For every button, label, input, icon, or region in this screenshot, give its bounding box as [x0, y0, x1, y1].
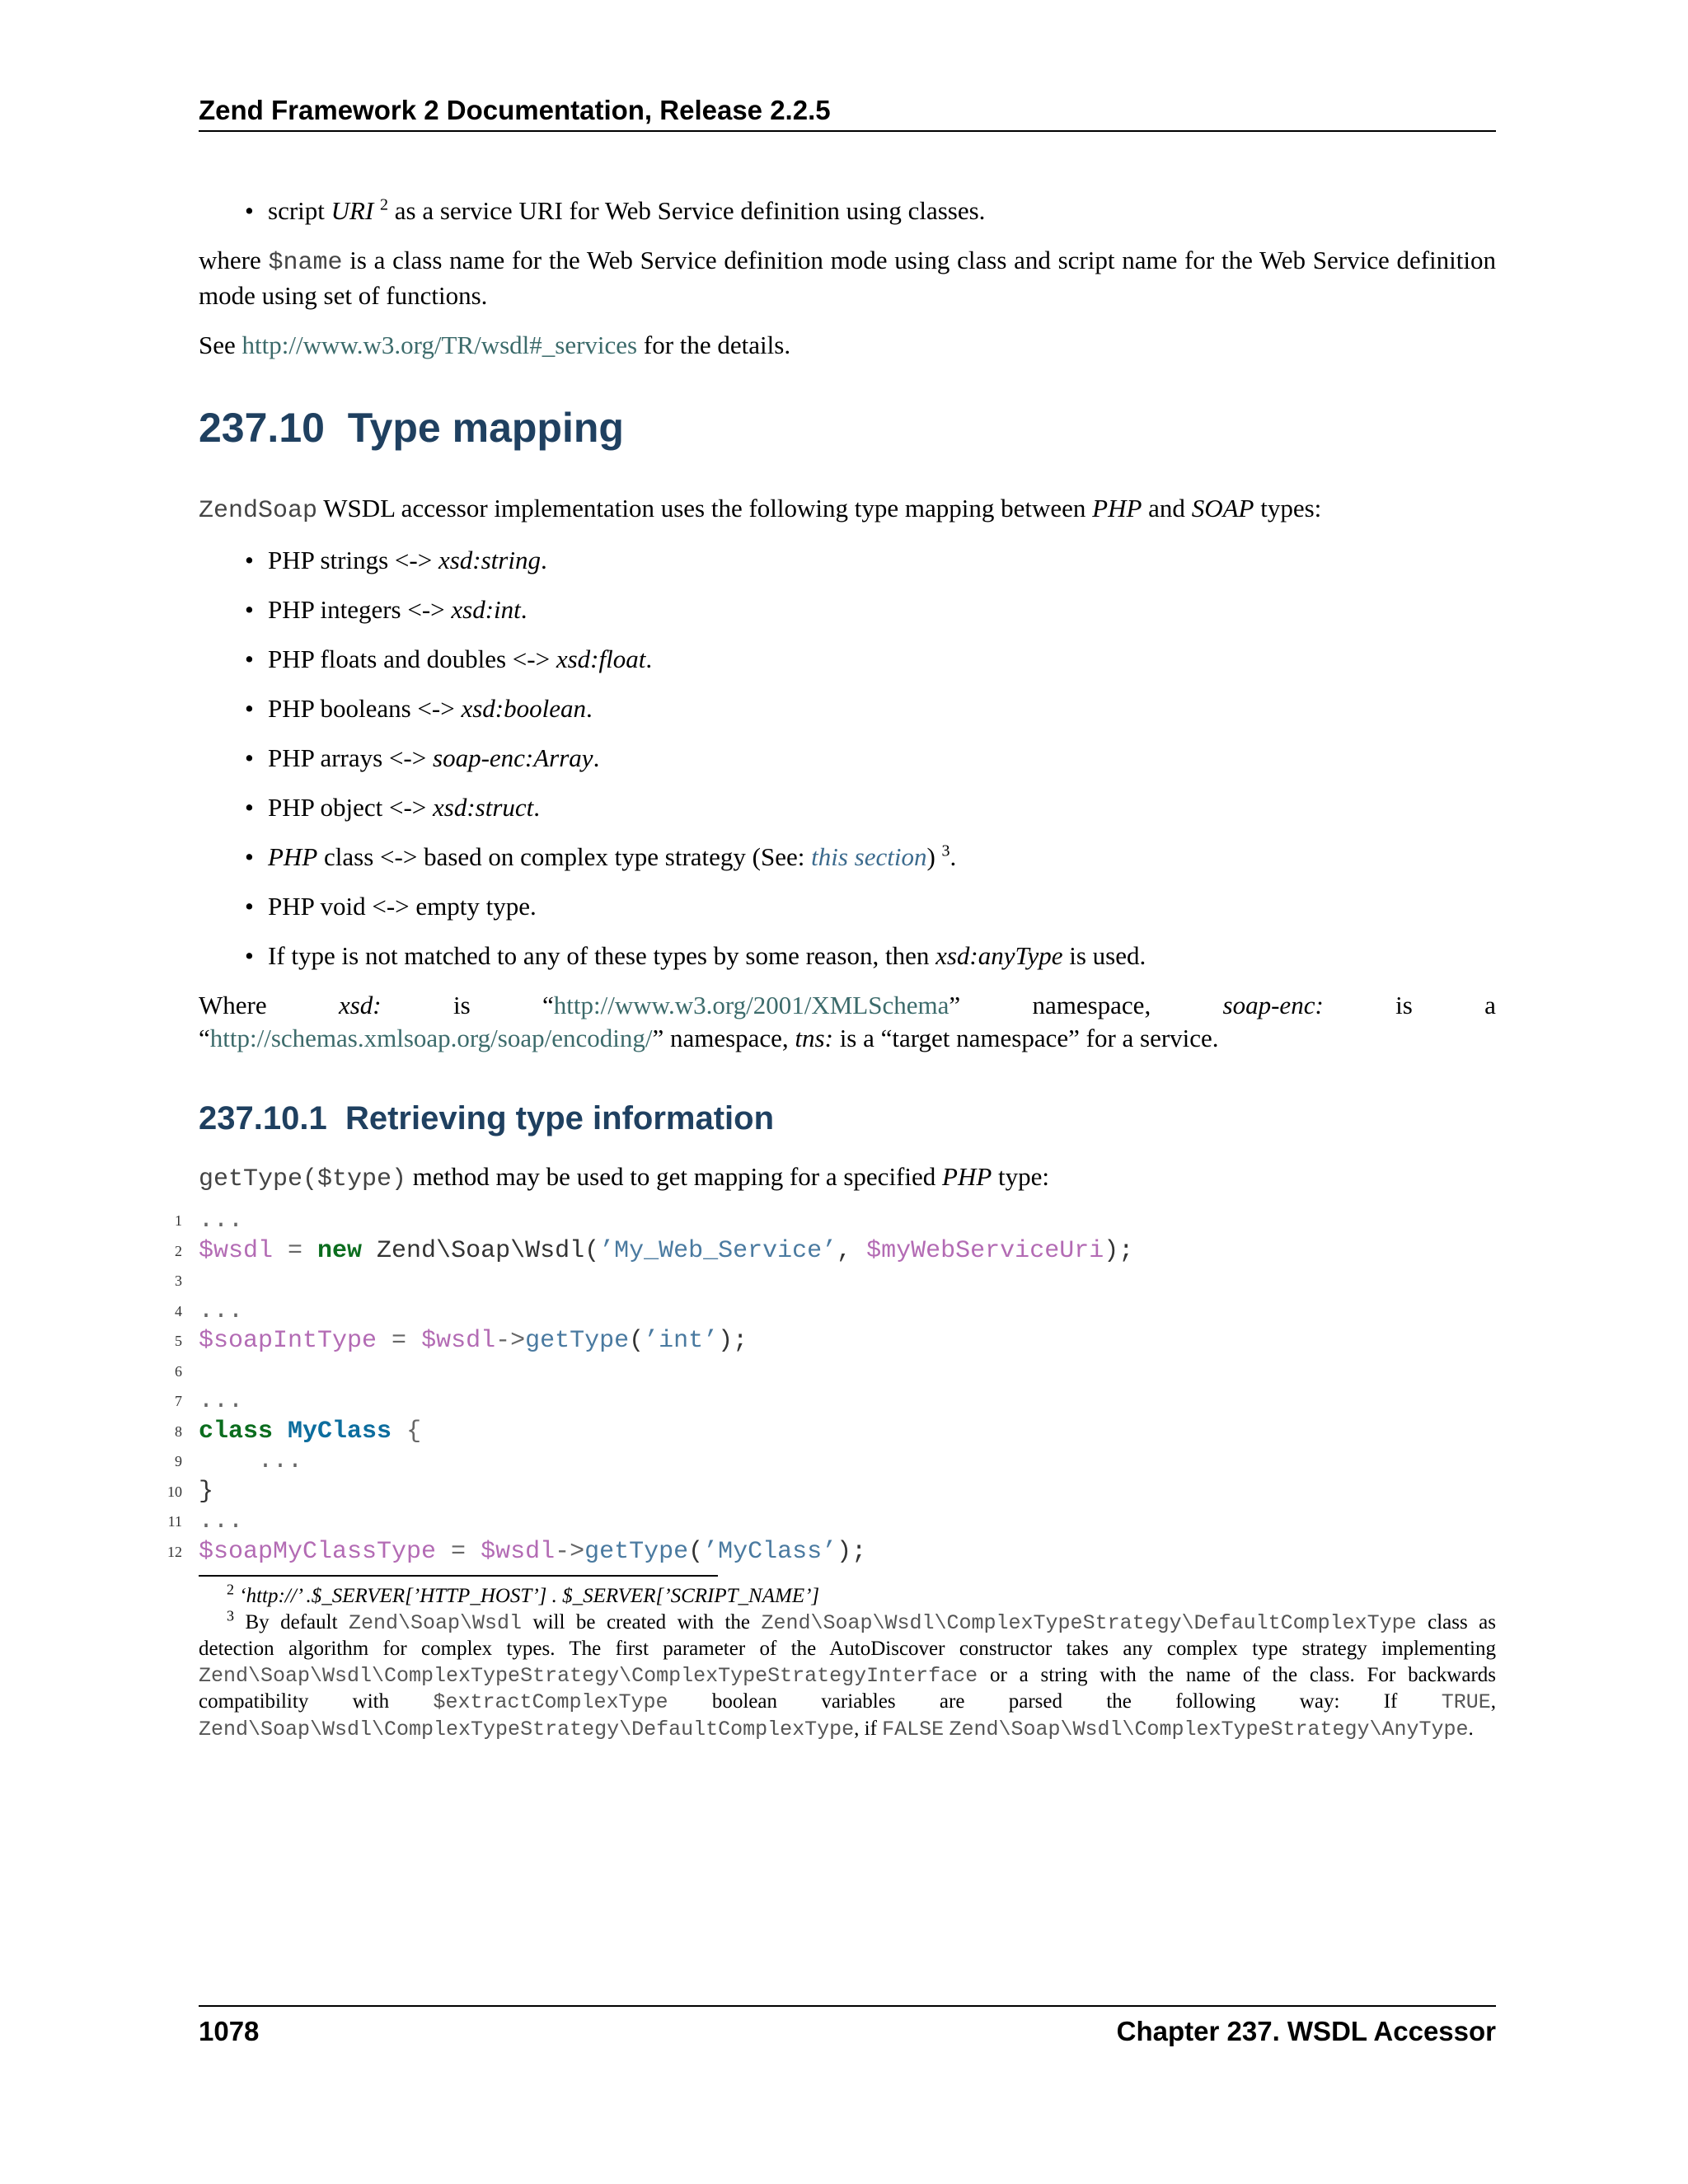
chapter-title: Chapter 237. WSDL Accessor	[1116, 2016, 1496, 2046]
footnote-ref-2[interactable]: 2	[380, 195, 389, 214]
line-number: 11	[167, 1513, 182, 1530]
list-item: • PHP integers <-> xsd:int.	[199, 593, 1496, 626]
line-number: 12	[167, 1543, 182, 1560]
code-line: 8 class MyClass {	[199, 1417, 1496, 1447]
xmlschema-link[interactable]: http://www.w3.org/2001/XMLSchema	[553, 991, 950, 1019]
bullet-icon: •	[245, 546, 254, 574]
line-number: 1	[175, 1212, 182, 1229]
get-type-paragraph: getType($type) method may be used to get mapping for a specified PHP type:	[199, 1162, 1050, 1193]
wsdl-services-link[interactable]: http://www.w3.org/TR/wsdl#_services	[241, 330, 638, 359]
footnotes	[199, 1583, 1496, 1742]
namespace-paragraph	[199, 989, 1496, 1055]
code-line	[175, 1266, 1496, 1296]
footnote-3: $^3$ By default Zend\Soap\Wsdl will be created with the Zend\Soap\Wsdl\ComplexTypeStrategy\DefaultComplexType class as detection algorithm for complex types. The first parameter of the AutoDiscover constructor takes any complex type strategy implementing Zend\Soap\Wsdl\ComplexTypeStrategy\ComplexTypeStrategyInterface or a string with the name of the class. For backwards compatibility with $extractComplexType boolean variables are parsed the following way: If TRUE, Zend\Soap\Wsdl\ComplexTypeStrategy\DefaultComplexType, if FALSE Zend\Soap\Wsdl\ComplexTypeStrategy\AnyType.	[199, 1607, 1496, 1741]
document-page	[167, 0, 1496, 2184]
inline-code: TRUE	[1441, 1690, 1491, 1714]
bullet-icon: •	[245, 743, 254, 772]
inline-code: Zend\Soap\Wsdl\ComplexTypeStrategy\ComplexTypeStrategyInterface	[199, 1663, 978, 1688]
inline-code: ZendSoap	[199, 497, 318, 525]
bullet-icon: •	[245, 644, 254, 673]
soap-encoding-link[interactable]: http://schemas.xmlsoap.org/soap/encoding/	[209, 1024, 653, 1052]
inline-code: FALSE	[882, 1717, 945, 1741]
page-number: 1078	[199, 2016, 260, 2046]
bullet-icon: •	[245, 595, 254, 624]
footnote-2: $^2$ ‘http://’ .$_SERVER[’HTTP_HOST’] . $_SERVER[’SCRIPT_NAME’]	[227, 1581, 820, 1607]
code-line: 4 ...	[199, 1296, 1496, 1327]
inline-code: Zend\Soap\Wsdl	[349, 1610, 523, 1635]
this-section-link[interactable]: this section	[811, 842, 927, 871]
code-line	[175, 1357, 1496, 1387]
namespace-line-1: Where xsd: is “http://www.w3.org/2001/XMLSchema” namespace, soap-enc: is a	[199, 991, 1496, 1019]
line-number: 8	[175, 1422, 182, 1440]
namespace-line-2: “http://schemas.xmlsoap.org/soap/encoding/” namespace, tns: is a “target namespace” for a service.	[199, 1024, 1219, 1052]
type-mapping-intro: ZendSoap WSDL accessor implementation uses the following type mapping between PHP and SOAP types:	[199, 494, 1322, 525]
list-item: • script URI $^2$ as a service URI for Web Service definition using classes.	[199, 194, 1496, 227]
bullet-icon: •	[245, 842, 254, 871]
see-paragraph: See http://www.w3.org/TR/wsdl#_services for the details.	[199, 330, 791, 359]
code-line: 1 ...	[199, 1206, 1496, 1236]
list-item: • PHP void <-> empty type.	[199, 890, 1496, 923]
list-item: • If type is not matched to any of these types by some reason, then xsd:anyType is used.	[199, 940, 1496, 972]
list-item: • PHP booleans <-> xsd:boolean.	[199, 692, 1496, 725]
line-number: 3	[175, 1272, 182, 1289]
line-number: 2	[175, 1242, 182, 1259]
code-line: 2 $wsdl = new Zend\Soap\Wsdl(’My_Web_Service’, $myWebServiceUri);	[199, 1236, 1496, 1267]
footnote-ref-3[interactable]: 3	[941, 841, 950, 860]
line-number: 4	[175, 1302, 182, 1319]
code-line: 5 $soapIntType = $wsdl->getType(’int’);	[199, 1326, 1496, 1357]
list-item: • PHP strings <-> xsd:string.	[199, 544, 1496, 577]
line-number: 10	[167, 1483, 182, 1500]
bullet-icon: •	[245, 694, 254, 723]
running-footer	[199, 2005, 1496, 2046]
inline-code: Zend\Soap\Wsdl\ComplexTypeStrategy\AnyType	[949, 1717, 1469, 1741]
inline-code: Zend\Soap\Wsdl\ComplexTypeStrategy\DefaultComplexType	[761, 1610, 1417, 1635]
bullet-icon: •	[245, 892, 254, 921]
line-number: 5	[175, 1333, 182, 1349]
footnote-divider	[199, 1575, 718, 1577]
page-content	[167, 194, 1496, 1742]
line-number: 6	[175, 1362, 182, 1380]
list-item: • PHP floats and doubles <-> xsd:float.	[199, 643, 1496, 676]
inline-code: Zend\Soap\Wsdl\ComplexTypeStrategy\DefaultComplexType	[199, 1717, 855, 1741]
inline-code: $name	[268, 249, 343, 277]
inline-code: $extractComplexType	[433, 1690, 668, 1714]
code-line: 12 $soapMyClassType = $wsdl->getType(’MyClass’);	[199, 1537, 1496, 1568]
subsection-heading: 237.10.1 Retrieving type information	[199, 1100, 774, 1137]
inline-code: getType($type)	[199, 1165, 407, 1193]
bullet-icon: •	[245, 793, 254, 822]
running-header: Zend Framework 2 Documentation, Release 2.2.5	[199, 92, 1496, 132]
code-line: 10 }	[199, 1477, 1496, 1507]
list-item: • PHP arrays <-> soap-enc:Array.	[199, 742, 1496, 775]
list-item: • PHP class <-> based on complex type strategy (See: this section) $^3$.	[199, 841, 1496, 874]
bullet-icon: •	[245, 941, 254, 970]
type-mapping-list	[199, 544, 1496, 972]
bullet-icon: •	[245, 196, 254, 225]
line-number: 7	[175, 1393, 182, 1409]
code-line: 7 ...	[199, 1386, 1496, 1417]
code-line: 9 ...	[199, 1446, 1496, 1477]
code-block	[167, 1206, 1496, 1567]
code-line: 11 ...	[199, 1507, 1496, 1537]
where-name-paragraph: where $name is a class name for the Web Service definition mode using class and script name for the Web Service definition mode using set of functions.	[199, 246, 1496, 310]
line-number: 9	[175, 1453, 182, 1469]
uri-bullet-list	[199, 194, 1496, 227]
list-item: • PHP object <-> xsd:struct.	[199, 791, 1496, 824]
section-heading: 237.10 Type mapping	[199, 405, 624, 451]
